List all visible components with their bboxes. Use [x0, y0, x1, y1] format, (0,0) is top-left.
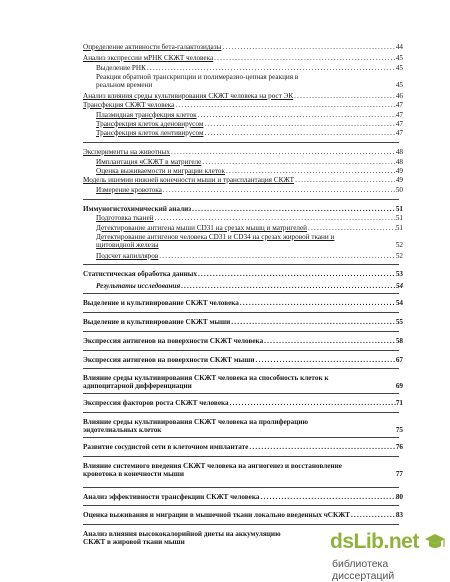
toc-entry-title — [83, 418, 363, 435]
toc-entry-title — [96, 120, 396, 128]
toc-page-number: 45 — [395, 54, 403, 62]
toc-entry-title-text: Выделение РНК — [96, 64, 146, 72]
toc-page-number: 51 — [395, 224, 403, 232]
toc-entry[interactable] — [0, 318, 450, 326]
toc-page-number: 44 — [395, 43, 403, 51]
toc-entry-title-text: Измерение кровотока — [96, 186, 162, 194]
toc-entry-title-text: Анализ эффективности трансфекции СКЖТ человека — [83, 493, 260, 501]
toc-entry-title — [96, 224, 396, 232]
toc-page-number: 52 — [395, 252, 403, 260]
watermark-subtitle: библиотека диссертаций — [332, 558, 395, 582]
toc-entry[interactable] — [0, 299, 450, 307]
toc-entry-title-text: Детектирование антигенов человека CD31 и CD34 на срезах жировой ткани и щитовидной железы — [96, 233, 335, 250]
toc-entry-title-text: Оценка выживаемости и миграции клеток — [96, 167, 225, 175]
toc-entry[interactable] — [0, 252, 450, 260]
toc-entry[interactable] — [0, 43, 450, 51]
toc-entry[interactable] — [0, 111, 450, 119]
section-divider — [83, 264, 399, 265]
toc-entry-title — [83, 148, 396, 156]
toc-page-number: 47 — [395, 111, 403, 119]
toc-entry[interactable] — [0, 374, 450, 391]
toc-entry[interactable] — [0, 224, 450, 232]
toc-entry-title — [83, 443, 396, 451]
toc-entry[interactable] — [0, 443, 450, 451]
toc-entry[interactable] — [0, 337, 450, 345]
toc-page-number: 49 — [395, 176, 403, 184]
toc-entry-title-text: Статистическая обработка данных — [83, 270, 197, 278]
section-divider — [83, 350, 399, 351]
toc-page-number: 83 — [395, 511, 403, 519]
toc-entry[interactable] — [0, 54, 450, 62]
toc-entry-title-text: Реакция обратной транскрипции и полимеразно-цепная реакция в реальном времени — [96, 73, 299, 90]
section-divider — [83, 293, 399, 294]
toc-entry-title-text: Влияние среды культивирования СКЖТ человека на способность клеток к адипоцитарной дифференциации — [83, 374, 329, 391]
toc-entry-title — [96, 233, 356, 250]
toc-entry[interactable] — [0, 73, 450, 90]
toc-page-number: 51 — [395, 214, 403, 222]
toc-entry-title-text: Подсчет капилляров — [96, 252, 159, 260]
toc-entry-title — [83, 337, 396, 345]
toc-entry-title-text: Плазмидная трансфекция клеток — [96, 111, 197, 119]
toc-entry[interactable] — [0, 92, 450, 100]
toc-entry-title-text: Эксперименты на животных — [83, 148, 170, 156]
toc-entry-title-text: Экспрессия факторов роста СКЖТ человека — [83, 399, 229, 407]
toc-entry[interactable] — [0, 462, 450, 479]
toc-entry[interactable] — [0, 356, 450, 364]
toc-entry-title-text: Трансфекция клеток лентивирусом — [96, 129, 204, 137]
section-divider — [83, 505, 399, 506]
toc-entry[interactable] — [0, 101, 450, 109]
toc-entry-title — [83, 356, 396, 364]
toc-entry-title — [83, 511, 396, 519]
toc-entry-title — [83, 462, 363, 479]
toc-page-number: 49 — [395, 167, 403, 175]
toc-entry-title — [83, 176, 396, 184]
toc-entry-title-text: Экспрессия антигенов на поверхности СКЖТ человека — [83, 337, 264, 345]
toc-entry[interactable] — [0, 186, 450, 194]
section-divider — [83, 199, 399, 200]
toc-entry[interactable] — [0, 282, 450, 290]
toc-entry-title-text: Влияние среды культивирования СКЖТ человека на пролиферацию эндотелиальных клеток — [83, 418, 309, 435]
section-divider — [83, 412, 399, 413]
toc-entry-title-text: Подготовка тканей — [96, 214, 154, 222]
toc-entry-title — [96, 73, 326, 90]
toc-page-number: 51 — [395, 205, 403, 213]
toc-entry-title — [96, 111, 396, 119]
toc-page-number: 54 — [395, 299, 403, 307]
toc-entry[interactable] — [0, 418, 450, 435]
toc-entry[interactable] — [0, 205, 450, 213]
toc-entry-title — [83, 399, 396, 407]
toc-entry-title — [83, 299, 396, 307]
toc-page-number: 58 — [395, 337, 403, 345]
toc-entry-title — [96, 158, 396, 166]
toc-entry[interactable] — [0, 158, 450, 166]
toc-page-number: 45 — [395, 81, 403, 90]
toc-page-number: 71 — [395, 399, 403, 407]
toc-entry[interactable] — [0, 129, 450, 137]
toc-entry-title — [96, 64, 396, 72]
toc-entry-title-text: Детектирование антигена мыши CD31 на срезах мышц и матригелей — [96, 224, 308, 232]
section-divider — [83, 142, 399, 143]
toc-entry[interactable] — [0, 64, 450, 72]
toc-entry-title — [96, 129, 396, 137]
toc-entry-title — [96, 186, 396, 194]
toc-page-number: 47 — [395, 120, 403, 128]
toc-entry-title — [83, 374, 363, 391]
toc-page-number: 55 — [395, 318, 403, 326]
toc-page-number: 46 — [395, 92, 403, 100]
toc-entry[interactable] — [0, 176, 450, 184]
toc-entry-title — [83, 493, 396, 501]
toc-entry-title-text: Иммуногистохимический анализ — [83, 205, 192, 213]
toc-entry-title-text: Трансфекция клеток аденовирусом — [96, 120, 204, 128]
toc-page-number: 50 — [395, 186, 403, 194]
toc-entry-title — [96, 214, 396, 222]
toc-entry-title — [96, 252, 396, 260]
toc-entry-title — [96, 167, 396, 175]
section-divider — [83, 331, 399, 332]
toc-page-number: 77 — [395, 470, 403, 479]
section-divider — [83, 437, 399, 438]
toc-entry-title — [83, 101, 396, 109]
toc-page-number: 53 — [395, 270, 403, 278]
toc-entry-title-text: Имплантация чСКЖТ в матригеле — [96, 158, 202, 166]
toc-entry-title — [83, 530, 283, 547]
section-divider — [83, 524, 399, 525]
toc-entry[interactable] — [0, 214, 450, 222]
section-divider — [83, 456, 399, 457]
toc-page-number: 76 — [395, 443, 403, 451]
toc-entry-title-text: Выделение и культивирование СКЖТ мыши — [83, 318, 231, 326]
toc-entry-title-text: Трансфекция СКЖТ человека — [83, 101, 175, 109]
toc-entry-title-text: Определение активности бета-галактозидазы — [83, 43, 222, 51]
toc-page-number: 47 — [395, 129, 403, 137]
toc-entry[interactable] — [0, 270, 450, 278]
toc-entry[interactable] — [0, 511, 450, 519]
toc-entry[interactable] — [0, 120, 450, 128]
section-divider — [83, 487, 399, 488]
toc-page-number: 52 — [395, 241, 403, 250]
toc-page-number: 47 — [395, 101, 403, 109]
section-divider — [83, 368, 399, 369]
toc-entry-title — [96, 282, 396, 290]
toc-entry-title — [83, 270, 396, 278]
toc-entry[interactable] — [0, 148, 450, 156]
toc-page-number: 48 — [395, 148, 403, 156]
toc-entry-title — [83, 205, 396, 213]
toc-page-number: 45 — [395, 64, 403, 72]
toc-entry[interactable] — [0, 233, 450, 250]
section-divider — [83, 393, 399, 394]
toc-entry-title-text: Влияние системного введения СКЖТ человека на ангиогенез и восстановление кровотока в конечности мыши — [83, 462, 342, 479]
toc-entry-title-text: Экспрессия антигенов на поверхности СКЖТ мыши — [83, 356, 255, 364]
toc-entry-title-text: Анализ экспрессии мРНК СКЖТ человека — [83, 54, 214, 62]
toc-entry-title-text: Выделение и культивирование СКЖТ человека — [83, 299, 239, 307]
watermark-logo: dsLib.net — [330, 530, 419, 553]
toc-entry-title-text: Анализ влияния высококалорийной диеты на аккумуляцию СКЖТ в жировой ткани мыши — [83, 530, 281, 547]
toc-entry[interactable] — [0, 399, 450, 407]
toc-page-number: 75 — [395, 426, 403, 435]
toc-page-number: 48 — [395, 158, 403, 166]
toc-entry-title — [83, 318, 396, 326]
toc-page-number: 54 — [395, 282, 403, 290]
dslib-watermark[interactable] — [330, 530, 448, 582]
toc-page-number: 69 — [395, 382, 403, 391]
section-divider — [83, 312, 399, 313]
toc-entry-title — [83, 54, 396, 62]
toc-entry-title-text: Результаты исследования — [96, 282, 181, 290]
toc-entry-title — [83, 92, 396, 100]
toc-entry-title-text: Оценка выживания и миграции в мышечной ткани локально введенных чСКЖТ — [83, 511, 350, 519]
graduation-cap-icon — [424, 532, 446, 552]
toc-entry[interactable] — [0, 167, 450, 175]
toc-entry-title-text: Модель ишемии нижней конечности мыши и трансплантация СКЖТ — [83, 176, 295, 184]
toc-entry[interactable] — [0, 493, 450, 501]
toc-entry-title-text: Развитие сосудистой сети в клеточном имплантате — [83, 443, 249, 451]
toc-page-number: 80 — [395, 493, 403, 501]
toc-page-number: 67 — [395, 356, 403, 364]
toc-entry-title-text: Анализ влияния среды культивирования СКЖТ человека на рост ЭК — [83, 92, 294, 100]
toc-entry-title — [83, 43, 396, 51]
